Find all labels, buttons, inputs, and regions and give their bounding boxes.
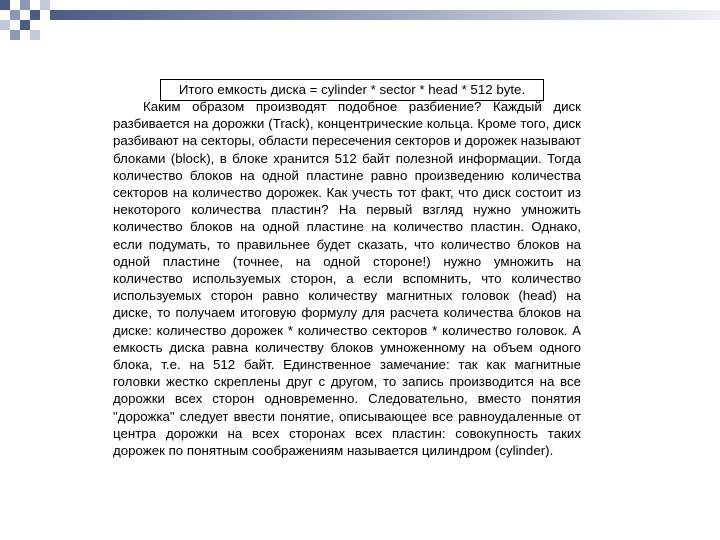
- header-decor-square: [20, 20, 30, 30]
- header-decor-square: [10, 10, 20, 20]
- formula-box: Итого емкость диска = cylinder * sector * head * 512 byte.: [160, 79, 544, 101]
- header-decor-square: [0, 20, 10, 30]
- header-decor-square: [30, 30, 40, 40]
- header-decor-square: [30, 10, 40, 20]
- header-decor-square: [40, 0, 50, 10]
- header-decor-square: [0, 0, 10, 10]
- header-decor-square: [10, 30, 20, 40]
- body-paragraph: Каким образом производят подобное разбиение? Каждый диск разбивается на дорожки (Track), концентрические кольца. Кроме того, диск разбивают на секторы, области пересечения секторов и дорожек называют блоками (block), в блоке хранится 512 байт полезной информации. Тогда количество блоков на одной пластине равно произведению количества секторов на количество дорожек. Как учесть тот факт, что диск состоит из некоторого количества пластин? На первый взгляд нужно умножить количество блоков на одной пластине на количество пластин. Однако, если подумать, то правильнее будет сказать, что количество блоков на одной пластине (точнее, на одной стороне!) нужно умножить на количество используемых сторон, а если вспомнить, что количество используемых сторон равно количеству магнитных головок (head) на диске, то получаем итоговую формулу для расчета количества блоков на диске: количество дорожек * количество секторов * количество головок. А емкость диска равна количеству блоков умноженному на объем одного блока, т.е. на 512 байт. Единственное замечание: так как магнитные головки жестко скреплены друг с другом, то запись производится на все дорожки всех сторон одновременно. Следовательно, вместо понятия "дорожка" следует ввести понятие, описывающее все равноудаленные от центра дорожки на всех сторонах всех пластин: совокупность таких дорожек по понятным соображениям называется цилиндром (cylinder).: [113, 99, 581, 459]
- header-stripe: [50, 10, 720, 20]
- header-decor-square: [20, 0, 30, 10]
